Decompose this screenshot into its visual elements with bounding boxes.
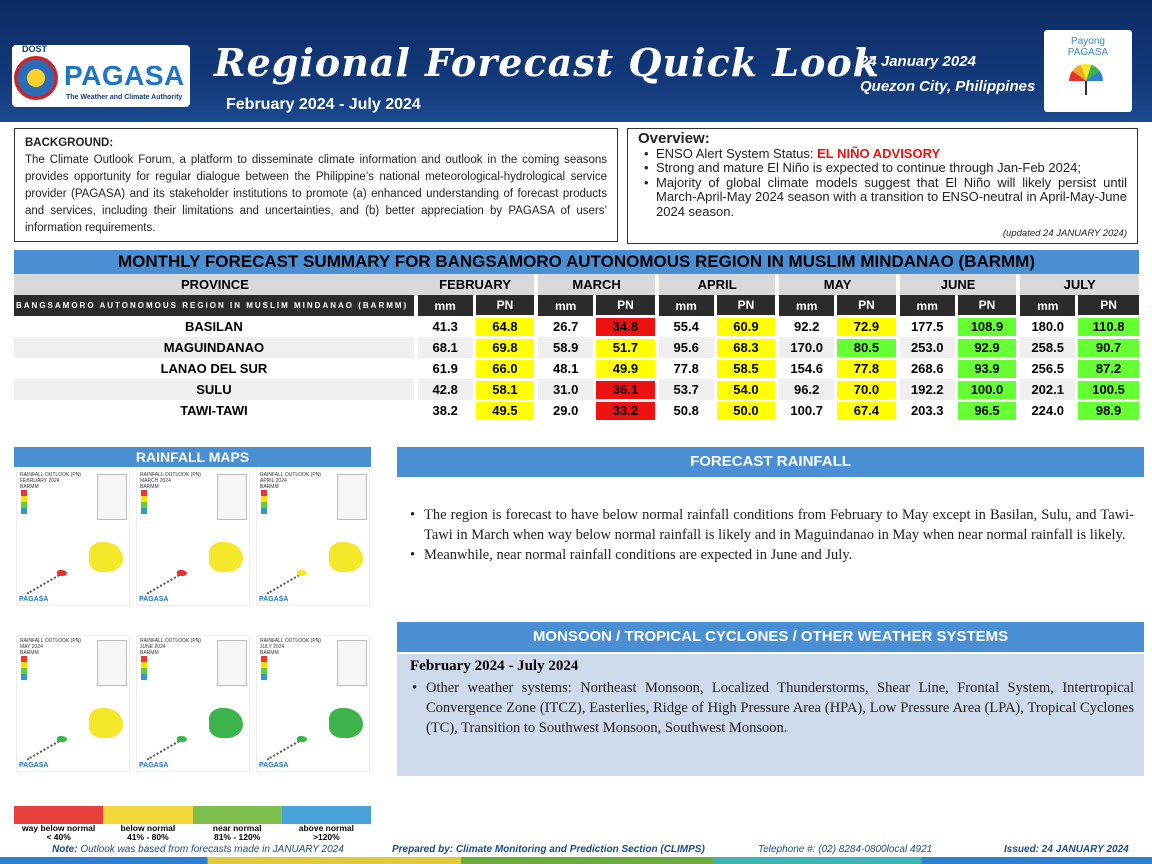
dost-label: DOST [22, 44, 48, 54]
map-legend-icon [21, 656, 27, 680]
region-label: BANGSAMORO AUTONOMOUS REGION IN MUSLIM MINDANAO (BARMM) [14, 295, 416, 316]
footer-color-bar [0, 857, 1152, 864]
month-header: MAY [777, 274, 898, 295]
island-province-shape [57, 736, 67, 742]
updated-note: (updated 24 JANUARY 2024) [1002, 227, 1127, 239]
payong-line1: Payong [1071, 36, 1105, 47]
legend-swatch [14, 806, 103, 824]
rainfall-mm: 68.1 [416, 337, 474, 358]
island-province-shape [177, 736, 187, 742]
pn-header: PN [1077, 295, 1139, 316]
rainfall-map [136, 635, 250, 772]
rainfall-mm: 256.5 [1018, 358, 1076, 379]
map-title [260, 472, 321, 490]
issue-date: 24 January 2024 [860, 53, 976, 70]
rainfall-mm: 58.9 [536, 337, 594, 358]
percent-normal: 69.8 [474, 337, 536, 358]
map-legend-icon [141, 656, 147, 680]
forecast-rainfall-list [408, 505, 1134, 565]
legend-swatch [103, 806, 192, 824]
rainfall-mm: 224.0 [1018, 400, 1076, 421]
percent-normal: 70.0 [836, 379, 898, 400]
forecast-rainfall-bullet: • The region is forecast to have below normal rainfall conditions from February to May except in Basilan, Sulu, and Tawi-Tawi in March when way below normal rainfall is likely and in Maguindanao in May when near normal rainfall is likely. [408, 505, 1134, 545]
legend-range: 41% - 80% [127, 832, 169, 842]
rainfall-mm: 29.0 [536, 400, 594, 421]
map-region: BARMM [260, 484, 279, 490]
rainfall-mm: 41.3 [416, 316, 474, 337]
island-province-shape [177, 570, 187, 576]
table-row [14, 316, 1139, 337]
forecast-rainfall-heading: FORECAST RAINFALL [397, 447, 1144, 477]
map-region: BARMM [140, 650, 159, 656]
umbrella-handle-icon [1085, 81, 1087, 95]
footer-telephone: Telephone #: (02) 8284-0800local 4921 [758, 844, 933, 855]
philippines-inset-map [337, 640, 367, 686]
legend-swatch [282, 806, 371, 824]
map-region: BARMM [20, 484, 39, 490]
percent-normal: 34.8 [595, 316, 657, 337]
philippines-inset-map [217, 474, 247, 520]
table-row [14, 400, 1139, 421]
rainfall-map [16, 635, 130, 772]
rainfall-mm: 100.7 [777, 400, 835, 421]
rainfall-mm: 77.8 [657, 358, 715, 379]
legend-range: 81% - 120% [213, 832, 261, 842]
rainfall-maps-heading: RAINFALL MAPS [14, 447, 371, 467]
monsoon-list [410, 678, 1134, 738]
map-agency-label: PAGASA [139, 596, 169, 603]
month-header: FEBRUARY [416, 274, 537, 295]
percent-normal: 68.3 [715, 337, 777, 358]
month-header: JULY [1018, 274, 1139, 295]
map-title: RAINFALL OUTLOOK (PN) [20, 638, 81, 644]
footer [0, 842, 1152, 858]
pn-header: PN [715, 295, 777, 316]
forecast-table [14, 274, 1139, 423]
map-title [260, 638, 321, 656]
percent-normal: 108.9 [956, 316, 1018, 337]
province-header: PROVINCE [14, 274, 416, 295]
percent-normal: 36.1 [595, 379, 657, 400]
table-title: MONTHLY FORECAST SUMMARY FOR BANGSAMORO AUTONOMOUS REGION IN MUSLIM MINDANAO (BARMM) [14, 250, 1139, 274]
percent-normal: 100.5 [1077, 379, 1139, 400]
month-header: APRIL [657, 274, 778, 295]
percent-normal: 93.9 [956, 358, 1018, 379]
table-row [14, 337, 1139, 358]
rainfall-mm: 268.6 [898, 358, 956, 379]
rainfall-mm: 202.1 [1018, 379, 1076, 400]
legend-range: >120% [313, 832, 340, 842]
map-agency-label: PAGASA [19, 762, 49, 769]
forecast-rainfall-bullet: • Meanwhile, near normal rainfall conditions are expected in June and July. [408, 545, 1134, 565]
rainfall-mm: 48.1 [536, 358, 594, 379]
pn-header: PN [836, 295, 898, 316]
province-name: TAWI-TAWI [14, 400, 416, 421]
rainfall-mm: 61.9 [416, 358, 474, 379]
map-legend-icon [261, 490, 267, 514]
percent-normal: 80.5 [836, 337, 898, 358]
footer-issued: Issued: 24 JANUARY 2024 [1004, 844, 1129, 855]
percent-normal: 60.9 [715, 316, 777, 337]
province-name: SULU [14, 379, 416, 400]
island-province-shape [57, 570, 67, 576]
month-header: JUNE [898, 274, 1019, 295]
pn-header: PN [474, 295, 536, 316]
legend-item [14, 824, 103, 842]
philippines-inset-map [97, 640, 127, 686]
legend-range: < 40% [46, 832, 71, 842]
percent-normal: 110.8 [1077, 316, 1139, 337]
rainfall-mm: 96.2 [777, 379, 835, 400]
map-month: APRIL 2024 [260, 478, 287, 484]
mainland-province-shape [89, 542, 123, 572]
mainland-province-shape [209, 708, 243, 738]
mainland-province-shape [89, 708, 123, 738]
mm-header: mm [536, 295, 594, 316]
monsoon-period: February 2024 - July 2024 [410, 658, 579, 674]
agency-name: PAGASA [64, 60, 185, 91]
percent-normal: 92.9 [956, 337, 1018, 358]
pn-header: PN [956, 295, 1018, 316]
percent-normal: 98.9 [1077, 400, 1139, 421]
rainfall-map [16, 469, 130, 606]
legend-swatch [193, 806, 282, 824]
rainfall-mm: 42.8 [416, 379, 474, 400]
mm-header: mm [657, 295, 715, 316]
philippines-inset-map [217, 640, 247, 686]
background-text: The Climate Outlook Forum, a platform to disseminate climate information and outlook in the coming seasons provides opportunity for regular dialogue between the Philippine’s national meteorological-hydrological service provider (PAGASA) and its stakeholder institutions to promote (a) enhanced understanding of forecast products and services, including their limitations and uncertainties, and (b) better appreciation by PAGASA of users’ information requirements. [25, 154, 607, 234]
map-month: FEBRUARY 2024 [20, 478, 60, 484]
percent-normal: 49.5 [474, 400, 536, 421]
rainfall-mm: 31.0 [536, 379, 594, 400]
table-row [14, 358, 1139, 379]
percent-normal: 96.5 [956, 400, 1018, 421]
island-province-shape [297, 570, 307, 576]
map-month: MAY 2024 [20, 644, 43, 650]
mm-header: mm [416, 295, 474, 316]
rainfall-mm: 170.0 [777, 337, 835, 358]
enso-status-value: EL NIÑO ADVISORY [817, 145, 941, 161]
rainfall-mm: 55.4 [657, 316, 715, 337]
rainfall-mm: 26.7 [536, 316, 594, 337]
map-title [20, 638, 81, 656]
rainfall-mm: 177.5 [898, 316, 956, 337]
province-name: MAGUINDANAO [14, 337, 416, 358]
map-legend-icon [141, 490, 147, 514]
background-heading: BACKGROUND: [25, 137, 114, 149]
philippines-inset-map [97, 474, 127, 520]
legend-item [193, 824, 282, 842]
rainfall-mm: 50.8 [657, 400, 715, 421]
legend-label: above normal [298, 823, 355, 833]
rainfall-mm: 258.5 [1018, 337, 1076, 358]
legend-label: below normal [120, 823, 176, 833]
rainfall-mm: 180.0 [1018, 316, 1076, 337]
map-region: BARMM [140, 484, 159, 490]
rainfall-map [256, 469, 370, 606]
background-box [14, 128, 618, 242]
pagasa-seal-icon [14, 56, 58, 100]
table-row [14, 379, 1139, 400]
map-agency-label: PAGASA [259, 762, 289, 769]
percent-normal: 54.0 [715, 379, 777, 400]
map-agency-label: PAGASA [139, 762, 169, 769]
map-title: RAINFALL OUTLOOK (PN) [140, 638, 201, 644]
map-agency-label: PAGASA [259, 596, 289, 603]
agency-tagline: The Weather and Climate Authority [66, 94, 183, 101]
map-title [140, 472, 201, 490]
mm-header: mm [898, 295, 956, 316]
map-month: MARCH 2024 [140, 478, 171, 484]
legend-label: way below normal [22, 823, 96, 833]
issue-location: Quezon City, Philippines [860, 78, 1036, 95]
rainfall-mm: 95.6 [657, 337, 715, 358]
map-month: JUNE 2024 [140, 644, 166, 650]
percent-normal: 90.7 [1077, 337, 1139, 358]
payong-line2: PAGASA [1067, 47, 1109, 58]
map-legend-icon [21, 490, 27, 514]
percent-normal: 100.0 [956, 379, 1018, 400]
monsoon-bullet: • Other weather systems: Northeast Monsoon, Localized Thunderstorms, Shear Line, Frontal System, Intertropical Convergence Zone (ITCZ), Easterlies, Ridge of High Pressure Area (HPA), Low Pressure Area (LPA), Tropical Cyclones (TC), Transition to Southwest Monsoon, Southwest Monsoon. [410, 678, 1134, 738]
percent-normal: 67.4 [836, 400, 898, 421]
percent-normal: 33.2 [595, 400, 657, 421]
overview-box [627, 128, 1138, 244]
monsoon-heading: MONSOON / TROPICAL CYCLONES / OTHER WEATHER SYSTEMS [397, 622, 1144, 652]
percent-normal: 49.9 [595, 358, 657, 379]
map-agency-label: PAGASA [19, 596, 49, 603]
island-province-shape [297, 736, 307, 742]
percent-normal: 50.0 [715, 400, 777, 421]
rainfall-map [256, 635, 370, 772]
map-title: RAINFALL OUTLOOK (PN) [260, 472, 321, 478]
mainland-province-shape [209, 542, 243, 572]
map-title [140, 638, 201, 656]
rainfall-mm: 154.6 [777, 358, 835, 379]
rainfall-mm: 203.3 [898, 400, 956, 421]
map-title: RAINFALL OUTLOOK (PN) [20, 472, 81, 478]
forecast-period: February 2024 - July 2024 [226, 96, 421, 113]
percent-normal: 64.8 [474, 316, 536, 337]
rainfall-mm: 192.2 [898, 379, 956, 400]
percent-normal: 77.8 [836, 358, 898, 379]
footer-note [52, 844, 344, 855]
map-title: RAINFALL OUTLOOK (PN) [140, 472, 201, 478]
map-region: BARMM [20, 650, 39, 656]
payong-label [1050, 36, 1126, 58]
page-title: Regional Forecast Quick Look [214, 40, 881, 85]
rainfall-map [136, 469, 250, 606]
map-title [20, 472, 81, 490]
rainfall-mm: 92.2 [777, 316, 835, 337]
overview-bullet: • Majority of global climate models suggest that El Niño will likely persist until March-April-May 2024 season with a transition to ENSO-neutral in April-May-June 2024 season. [648, 176, 1127, 220]
overview-heading: Overview: [638, 130, 710, 147]
mainland-province-shape [329, 542, 363, 572]
rainfall-mm: 38.2 [416, 400, 474, 421]
percent-normal: 87.2 [1077, 358, 1139, 379]
footer-prepared: Prepared by: Climate Monitoring and Prediction Section (CLIMPS) [392, 844, 705, 855]
percent-normal: 58.1 [474, 379, 536, 400]
overview-bullet: • Strong and mature El Niño is expected to continue through Jan-Feb 2024; [648, 161, 1127, 176]
overview-bullet [648, 147, 1127, 162]
philippines-inset-map [337, 474, 367, 520]
rainfall-mm: 53.7 [657, 379, 715, 400]
mm-header: mm [1018, 295, 1076, 316]
province-name: LANAO DEL SUR [14, 358, 416, 379]
map-legend-icon [261, 656, 267, 680]
footer-note-label: Note: [52, 844, 78, 855]
legend-item [282, 824, 371, 842]
rainfall-legend-labels [14, 824, 371, 842]
province-name: BASILAN [14, 316, 416, 337]
legend-label: near normal [212, 823, 262, 833]
footer-note-text: Outlook was based from forecasts made in JANUARY 2024 [80, 844, 344, 855]
map-title: RAINFALL OUTLOOK (PN) [260, 638, 321, 644]
percent-normal: 72.9 [836, 316, 898, 337]
month-header: MARCH [536, 274, 657, 295]
map-region: BARMM [260, 650, 279, 656]
rainfall-legend [14, 806, 371, 824]
map-month: JULY 2024 [260, 644, 285, 650]
enso-status-label: ENSO Alert System Status: [656, 145, 818, 161]
rainfall-mm: 253.0 [898, 337, 956, 358]
percent-normal: 51.7 [595, 337, 657, 358]
legend-item [103, 824, 192, 842]
pn-header: PN [595, 295, 657, 316]
percent-normal: 58.5 [715, 358, 777, 379]
mm-header: mm [777, 295, 835, 316]
percent-normal: 66.0 [474, 358, 536, 379]
mainland-province-shape [329, 708, 363, 738]
